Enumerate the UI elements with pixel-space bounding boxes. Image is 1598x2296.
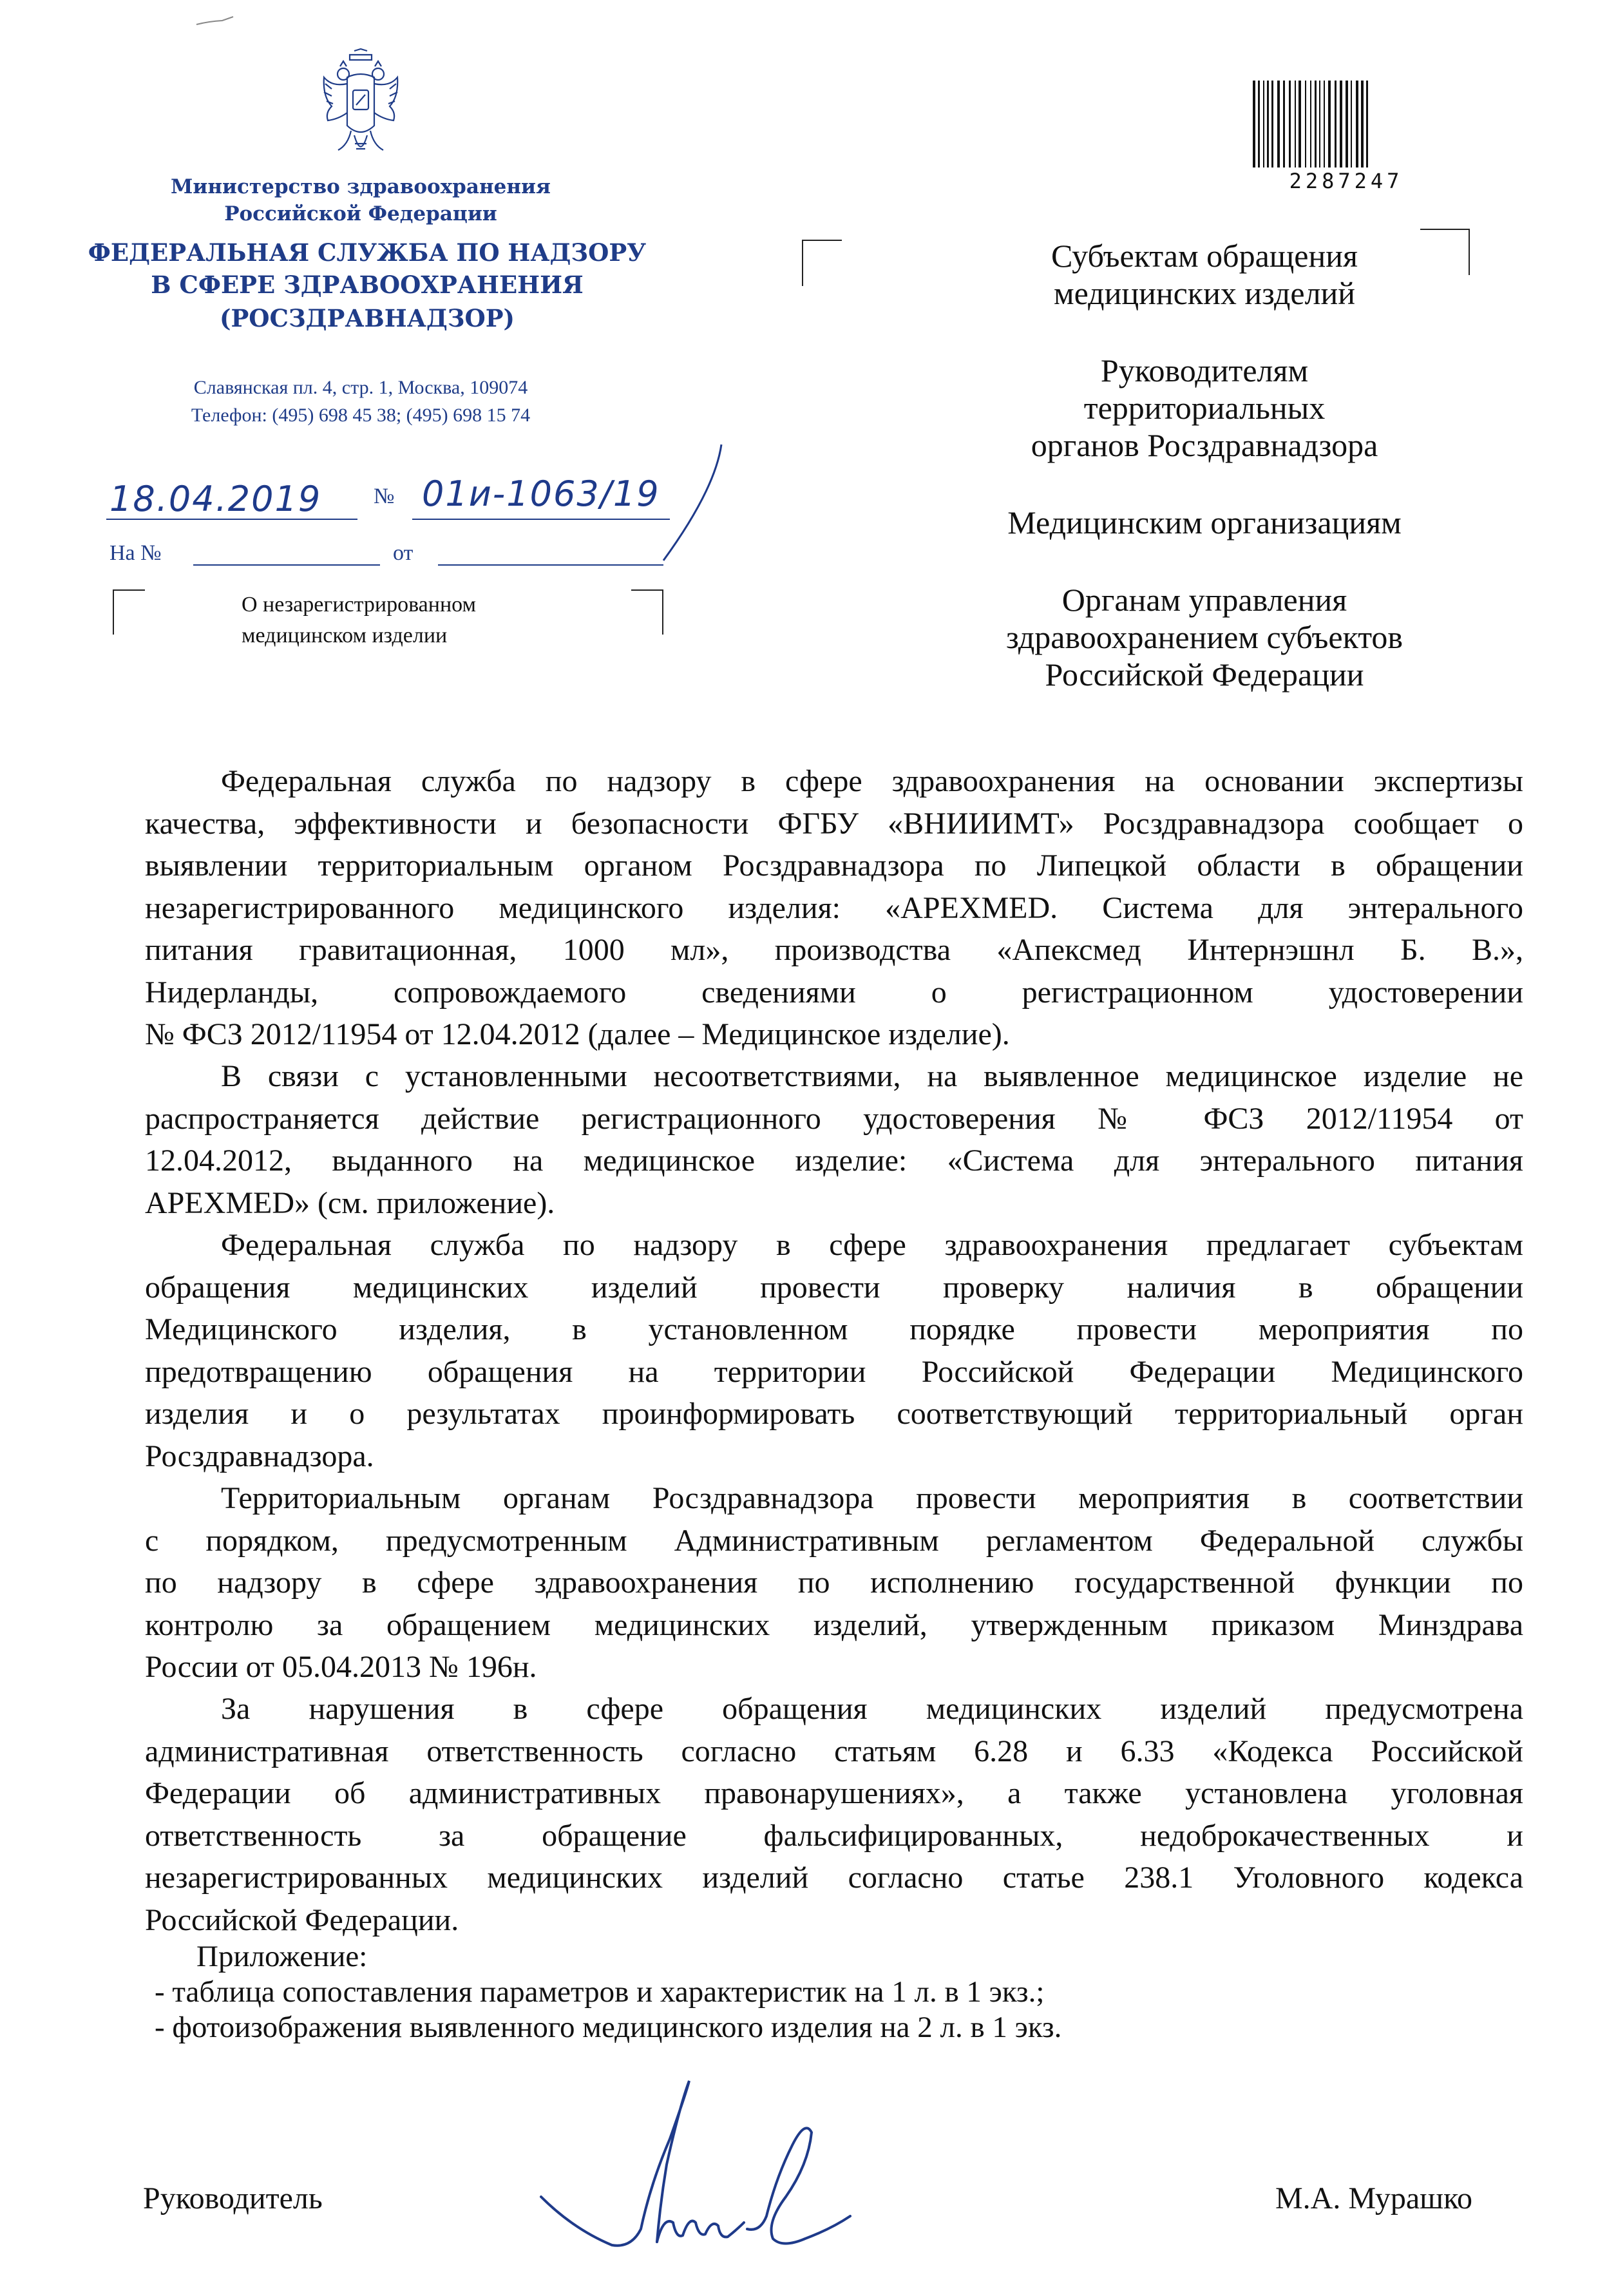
body-line: контролю за обращением медицинских изделий, утвержденным приказом Минздрава <box>145 1607 1523 1642</box>
body-line: незарегистрированных медицинских изделий согласно статье 238.1 Уголовного кодекса <box>145 1861 1523 1895</box>
barcode-bar <box>1346 81 1348 167</box>
addressee-corner-left <box>802 240 842 286</box>
paragraph-4 <box>145 1477 1523 1689</box>
barcode-bars <box>1253 81 1368 167</box>
number-slash <box>644 438 773 567</box>
body-line: Росздравнадзора. <box>145 1439 374 1473</box>
body-line: Российской Федерации. <box>145 1902 459 1937</box>
barcode-bar <box>1289 81 1291 167</box>
body-line: 12.04.2012, выданного на медицинское изделие: «Система для энтерального питания <box>145 1143 1523 1178</box>
outgoing-date: 18.04.2019 <box>109 479 322 519</box>
body-line: За нарушения в сфере обращения медицинских изделий предусмотрена <box>221 1692 1523 1726</box>
body-line: предотвращению обращения на территории Российской Федерации Медицинского <box>145 1354 1523 1389</box>
body-line: России от 05.04.2013 № 196н. <box>145 1650 537 1684</box>
signer-title: Руководитель <box>143 2181 323 2215</box>
body-line: № ФСЗ 2012/11954 от 12.04.2012 (далее – Медицинское изделие). <box>145 1017 1010 1051</box>
barcode-bar <box>1356 81 1358 167</box>
addressee-line: Медицинским организациям <box>1007 504 1402 541</box>
barcode-bar <box>1258 81 1260 167</box>
barcode-bar <box>1328 81 1331 167</box>
body-line: с порядком, предусмотренным Административным регламентом Федеральной службы <box>145 1523 1523 1558</box>
addressee-line: Органам управления <box>1061 582 1347 618</box>
barcode-number: 2287247 <box>1289 169 1403 193</box>
barcode-bar <box>1319 81 1320 167</box>
body-line: Федеральная служба по надзору в сфере здравоохранения предлагает субъектам <box>221 1228 1523 1262</box>
barcode-bar <box>1277 81 1280 167</box>
subject-corner-left <box>113 589 145 635</box>
subject-line2: медицинском изделии <box>242 624 448 647</box>
body-line: изделия и о результатах проинформировать соответствующий территориальный орган <box>145 1397 1523 1431</box>
addressee-line: территориальных <box>1083 390 1326 426</box>
body-line: В связи с установленными несоответствиями, на выявленное медицинское изделие не <box>221 1059 1523 1093</box>
barcode-bar <box>1366 81 1368 167</box>
paragraph-3 <box>145 1224 1523 1477</box>
body-line: качества, эффективности и безопасности ФГБУ «ВНИИИМТ» Росздравнадзора сообщает о <box>145 806 1523 841</box>
body-line: по надзору в сфере здравоохранения по исполнению государственной функции по <box>145 1565 1523 1600</box>
body-line: питания гравитационная, 1000 мл», производства «Апексмед Интернэшнл Б. В.», <box>145 933 1523 967</box>
agency-address: Славянская пл. 4, стр. 1, Москва, 109074 <box>193 377 528 398</box>
addressee-line: Субъектам обращения <box>1051 238 1358 274</box>
ministry-name-line1: Министерство здравоохранения <box>171 175 551 198</box>
date-underline <box>106 519 357 520</box>
barcode-bar <box>1283 81 1285 167</box>
barcode-bar <box>1340 81 1342 167</box>
barcode-bar <box>1253 81 1255 167</box>
body-line: Федеральная служба по надзору в сфере здравоохранения на основании экспертизы <box>221 764 1523 798</box>
body-line: незарегистрированного медицинского изделия: «APEXMED. Система для энтерального <box>145 890 1523 925</box>
reply-from-label: от <box>393 541 414 565</box>
body-line: Территориальным органам Росздравнадзора провести мероприятия в соответствии <box>221 1481 1523 1515</box>
agency-name-line1: ФЕДЕРАЛЬНАЯ СЛУЖБА ПО НАДЗОРУ <box>88 238 647 267</box>
paragraph-1 <box>145 760 1523 1056</box>
paragraph-2 <box>145 1055 1523 1224</box>
state-emblem-icon <box>319 48 403 161</box>
number-sign: № <box>374 484 395 508</box>
barcode-bar <box>1271 81 1273 167</box>
reply-number-label: На № <box>109 541 162 565</box>
paragraph-5 <box>145 1688 1523 1941</box>
annex-title: Приложение: <box>196 1940 368 1973</box>
barcode-bar <box>1267 81 1269 167</box>
body-line: административная ответственность согласно статьям 6.28 и 6.33 «Кодекса Российской <box>145 1734 1523 1768</box>
addressee-line: Руководителям <box>1100 352 1309 388</box>
addressee-line: здравоохранением субъектов <box>1005 619 1403 655</box>
agency-phone: Телефон: (495) 698 45 38; (495) 698 15 74 <box>191 405 531 426</box>
agency-name-line3: (РОСЗДРАВНАДЗОР) <box>219 304 515 332</box>
barcode-bar <box>1263 81 1264 167</box>
barcode-bar <box>1335 81 1336 167</box>
number-underline <box>412 519 670 520</box>
barcode-bar <box>1324 81 1325 167</box>
barcode-bar <box>1351 81 1352 167</box>
barcode-bar <box>1298 81 1301 167</box>
barcode-bar <box>1361 81 1364 167</box>
body-line: Федерации об административных правонарушениях», а также установлена уголовная <box>145 1776 1523 1810</box>
addressee-line: медицинских изделий <box>1053 275 1356 311</box>
annex-item: - фотоизображения выявленного медицинского изделия на 2 л. в 1 экз. <box>155 2011 1062 2044</box>
barcode-bar <box>1295 81 1296 167</box>
agency-name-line2: В СФЕРЕ ЗДРАВООХРАНЕНИЯ <box>151 271 584 299</box>
corner-mark <box>193 12 238 31</box>
barcode-bar <box>1310 81 1311 167</box>
reply-from-line <box>438 564 663 566</box>
body-line: Нидерланды, сопровождаемого сведениями о регистрационном удостоверении <box>145 975 1523 1009</box>
ministry-name-line2: Российской Федерации <box>224 202 497 225</box>
body-line: распространяется действие регистрационного удостоверения № ФСЗ 2012/11954 от <box>145 1101 1523 1136</box>
addressee-line: Российской Федерации <box>1045 656 1364 693</box>
signer-name: М.А. Мурашко <box>1275 2181 1472 2215</box>
annex-item: - таблица сопоставления параметров и характеристик на 1 л. в 1 экз.; <box>155 1975 1045 2009</box>
addressee-line: органов Росздравнадзора <box>1031 427 1378 463</box>
outgoing-number: 01и-1063/19 <box>422 474 660 514</box>
body-line: обращения медицинских изделий провести проверку наличия в обращении <box>145 1270 1523 1305</box>
body-line: выявлении территориальным органом Росздравнадзора по Липецкой области в обращении <box>145 848 1523 883</box>
subject-corner-right <box>631 589 663 635</box>
body-line: Медицинского изделия, в установленном порядке провести мероприятия по <box>145 1312 1523 1346</box>
reply-number-line <box>193 564 380 566</box>
barcode-bar <box>1305 81 1306 167</box>
barcode-bar <box>1315 81 1317 167</box>
body-line: ответственность за обращение фальсифицированных, недоброкачественных и <box>145 1818 1523 1853</box>
signature <box>535 2068 895 2274</box>
subject-line1: О незарегистрированном <box>242 593 477 617</box>
annex <box>145 1939 1498 2045</box>
body-line: APEXMED» (см. приложение). <box>145 1185 555 1220</box>
